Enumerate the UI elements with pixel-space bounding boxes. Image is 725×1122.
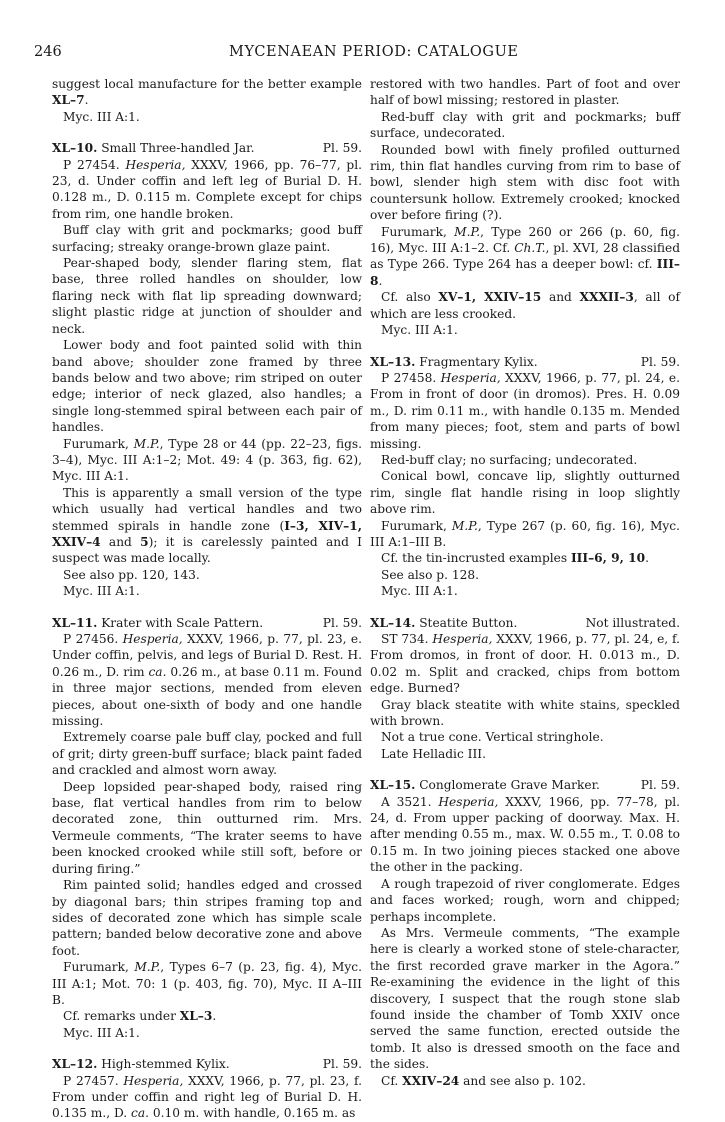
period-line: Myc. III A:1. xyxy=(63,1025,140,1040)
period-line: Myc. III A:1. xyxy=(381,584,458,599)
paragraph: Deep lopsided pear-shaped body, raised ring base, flat vertical handles from rim to below decorated zone, thin outturned rim. Mrs. Vermeule comments, “The krater seems to have been knocked crooked while still soft, before or during firing.” xyxy=(52,779,362,876)
paragraph: P 27454. Hesperia, XXXV, 1966, pp. 76–77, pl. 23, d. Under coffin and left leg of Burial D. H. 0.128 m., D. 0.115 m. Complete except for chips from rim, one handle broken. xyxy=(52,157,362,221)
paragraph: Buff clay with grit and pockmarks; good buff surfacing; streaky orange-brown glaze paint. xyxy=(52,223,362,254)
paragraph: Red-buff clay with grit and pockmarks; buff surface, undecorated. xyxy=(370,109,680,141)
entry-heading xyxy=(52,1056,362,1072)
paragraph: A rough trapezoid of river conglomerate. Edges and faces worked; rough, worn and chipped; perhaps incomplete. xyxy=(370,876,680,924)
entry-title: Conglomerate Grave Marker. xyxy=(419,778,600,793)
entry-xl-12 xyxy=(52,1056,362,1122)
paragraph: P 27458. Hesperia, XXXV, 1966, p. 77, pl. 24, e. From in front of door (in dromos). Pres. H. 0.09 m., D. rim 0.11 m., with handle 0.135 m. Mended from many pieces; foot, stem and parts of bowl missing. xyxy=(370,370,680,451)
entry-heading xyxy=(52,140,362,156)
catalogue-number: XL–10. xyxy=(52,141,98,156)
entry-heading xyxy=(370,615,680,631)
paragraph: Cf. also XV–1, XXIV–15 and XXXII–3, all of which are less crooked. xyxy=(370,290,681,321)
paragraph: Cf. the tin-incrusted examples III–6, 9, 10. xyxy=(381,551,649,566)
plate-ref: Pl. 59. xyxy=(322,615,362,630)
entry-xl-14 xyxy=(370,615,680,763)
paragraph: Furumark, M.P., Type 28 or 44 (pp. 22–23, figs. 3–4), Myc. III A:1–2; Mot. 49: 4 (p. 363, fig. 62), Myc. III A:1. xyxy=(52,436,363,484)
catalogue-number: XL–14. xyxy=(370,615,416,630)
paragraph: Furumark, M.P., Type 267 (p. 60, fig. 16), Myc. III A:1–III B. xyxy=(370,518,681,549)
paragraph: Gray black steatite with white stains, speckled with brown. xyxy=(370,697,680,729)
plate-ref: Pl. 59. xyxy=(640,778,680,793)
catalogue-number: XL–11. xyxy=(52,615,98,630)
entry-title: Fragmentary Kylix. xyxy=(419,354,538,369)
paragraph: suggest local manufacture for the better example XL–7. xyxy=(52,77,362,108)
catalogue-number: XL–13. xyxy=(370,354,416,369)
paragraph: Lower body and foot painted solid with thin band above; shoulder zone framed by three bands below and two above; rim striped on outer edge; interior of neck glazed, also handles; a single long-stemmed spiral between each pair of handles. xyxy=(52,338,362,435)
entry-xl-10 xyxy=(52,140,362,599)
entry-xl-11 xyxy=(52,615,362,1042)
paragraph: Furumark, M.P., Type 260 or 266 (p. 60, fig. 16), Myc. III A:1–2. Cf. Ch.T., pl. XVI, 28 classified as Type 266. Type 264 has a deeper bowl: cf. III–8. xyxy=(370,224,681,288)
running-head: MYCENAEAN PERIOD: CATALOGUE xyxy=(229,44,519,60)
left-column xyxy=(52,76,362,1122)
plate-ref: Pl. 59. xyxy=(640,354,680,369)
catalogue-number: XL–12. xyxy=(52,1057,98,1072)
paragraph: As Mrs. Vermeule comments, “The example here is clearly a worked stone of stele-character, the first recorded grave marker in the Agora.” Re-examining the evidence in the light of this discovery, I suspect that the rough stone slab found inside the chamber of Tomb XXIV once served the same function, erected outside the tomb. It also is dressed smooth on the face and the sides. xyxy=(370,925,680,1072)
paragraph: See also p. 128. xyxy=(381,567,479,582)
paragraph: Cf. XXIV–24 and see also p. 102. xyxy=(381,1073,586,1088)
paragraph: restored with two handles. Part of foot and over half of bowl missing; restored in plaster. xyxy=(370,77,680,108)
paragraph: Rounded bowl with finely profiled outturned rim, thin flat handles curving from rim to base of bowl, slender high stem with disc foot with countersunk hollow. Extremely crooked; knocked over before firing (?). xyxy=(370,142,680,223)
period-line: Myc. III A:1. xyxy=(381,323,458,338)
entry-heading xyxy=(370,354,680,370)
paragraph: Conical bowl, concave lip, slightly outturned rim, single flat handle rising in loop slightly above rim. xyxy=(370,469,680,517)
entry-title: Steatite Button. xyxy=(419,615,518,630)
plate-ref: Pl. 59. xyxy=(322,141,362,156)
entry-xl-15 xyxy=(370,777,680,1089)
paragraph: P 27456. Hesperia, XXXV, 1966, p. 77, pl. 23, e. Under coffin, pelvis, and legs of Burial D. Rest. H. 0.26 m., D. rim ca. 0.26 m., at base 0.11 m. Found in three major sections, mended from eleven pieces, about one-sixth of body and one handle missing. xyxy=(52,632,362,729)
paragraph: Cf. remarks under XL–3. xyxy=(63,1009,217,1024)
plate-ref: Pl. 59. xyxy=(322,1057,362,1072)
period-line: Myc. III A:1. xyxy=(63,584,140,599)
entry-title: High-stemmed Kylix. xyxy=(101,1057,230,1072)
page-number: 246 xyxy=(34,44,62,60)
period-line: Late Helladic III. xyxy=(381,746,486,761)
catalogue-number: XL–15. xyxy=(370,778,416,793)
entry-xl-13 xyxy=(370,354,680,600)
period-line: Myc. III A:1. xyxy=(63,109,140,124)
paragraph: P 27457. Hesperia, XXXV, 1966, p. 77, pl. 23, f. From under coffin and right leg of Burial D. H. 0.135 m., D. ca. 0.10 m. with handle, 0.165 m. as xyxy=(52,1073,362,1121)
paragraph: Not a true cone. Vertical stringhole. xyxy=(381,730,604,745)
page-header xyxy=(34,44,694,64)
entry-title: Small Three-handled Jar. xyxy=(101,141,255,156)
paragraph: This is apparently a small version of the type which usually had vertical handles and two stemmed spirals in handle zone (I–3, XIV–1, XXIV–4 and 5); it is carelessly painted and I suspect was made locally. xyxy=(52,485,362,566)
plate-ref: Not illustrated. xyxy=(585,615,680,630)
entry-heading xyxy=(52,615,362,631)
paragraph: Rim painted solid; handles edged and crossed by diagonal bars; thin stripes framing top and sides of decorated zone which has simple scale pattern; banded below decorative zone and above foot. xyxy=(52,878,362,958)
entry-heading xyxy=(370,777,680,793)
paragraph: Extremely coarse pale buff clay, pocked and full of grit; dirty green-buff surface; black paint faded and crackled and almost worn away. xyxy=(52,730,362,778)
paragraph: Furumark, M.P., Types 6–7 (p. 23, fig. 4), Myc. III A:1; Mot. 70: 1 (p. 403, fig. 70), Myc. II A–III B. xyxy=(52,960,362,1007)
right-column xyxy=(370,76,680,1089)
paragraph: See also pp. 120, 143. xyxy=(63,567,200,582)
paragraph: ST 734. Hesperia, XXXV, 1966, p. 77, pl. 24, e, f. From dromos, in front of door. H. 0.013 m., D. 0.02 m. Split and cracked, chips from bottom edge. Burned? xyxy=(370,632,680,696)
entry-title: Krater with Scale Pattern. xyxy=(101,615,264,630)
paragraph: A 3521. Hesperia, XXXV, 1966, pp. 77–78, pl. 24, d. From upper packing of doorway. Max. H. after mending 0.55 m., max. W. 0.55 m., T. 0.08 to 0.15 m. In two joining pieces stacked one above the other in the packing. xyxy=(370,794,681,875)
paragraph: Red-buff clay; no surfacing; undecorated. xyxy=(381,452,638,467)
paragraph: Pear-shaped body, slender flaring stem, flat base, three rolled handles on shoulder, low flaring neck with flat lip spreading downward; slight plastic ridge at junction of shoulder and neck. xyxy=(52,256,362,336)
